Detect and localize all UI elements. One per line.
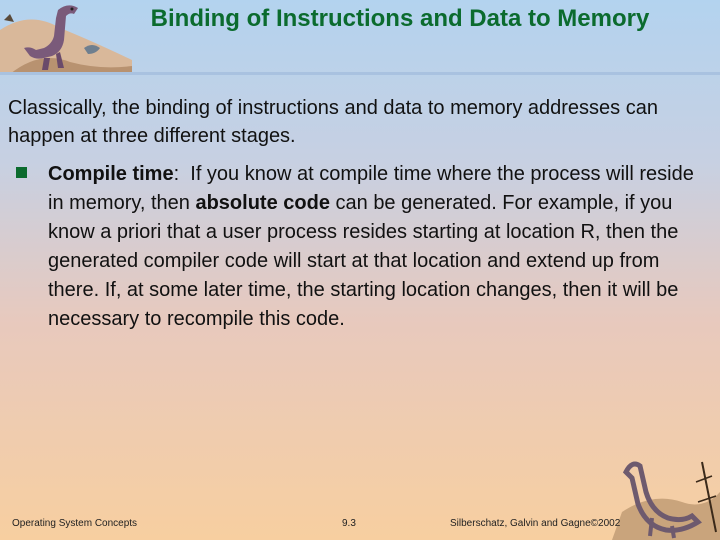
bullet-body-part2: can be generated. For example, if you know a priori that a user process resides starting at location R, then the generated compiler code will start at that location and extend up from there. If, at some later time, the starting location changes, then it will be necessary to recompile this code. xyxy=(48,192,679,330)
bullet-bold-phrase: absolute code xyxy=(195,192,330,214)
footer-page-number: 9.3 xyxy=(342,518,356,529)
footer-course: Operating System Concepts xyxy=(12,518,138,529)
square-bullet-icon xyxy=(16,167,27,178)
bullet-text xyxy=(48,160,714,334)
intro-paragraph: Classically, the binding of instructions and data to memory addresses can happen at three different stages. xyxy=(8,97,658,147)
title-divider xyxy=(0,72,720,75)
footer-copyright: Silberschatz, Galvin and Gagne©2002 xyxy=(450,518,621,529)
slide-title: Binding of Instructions and Data to Memory xyxy=(150,5,650,32)
bullet-term: Compile time xyxy=(48,163,174,185)
bullet-body-part1: If you know at compile time where the process will reside in memory, then xyxy=(48,163,694,214)
dinosaur-skeleton-icon xyxy=(612,452,720,540)
bullet-colon: : xyxy=(173,163,180,185)
